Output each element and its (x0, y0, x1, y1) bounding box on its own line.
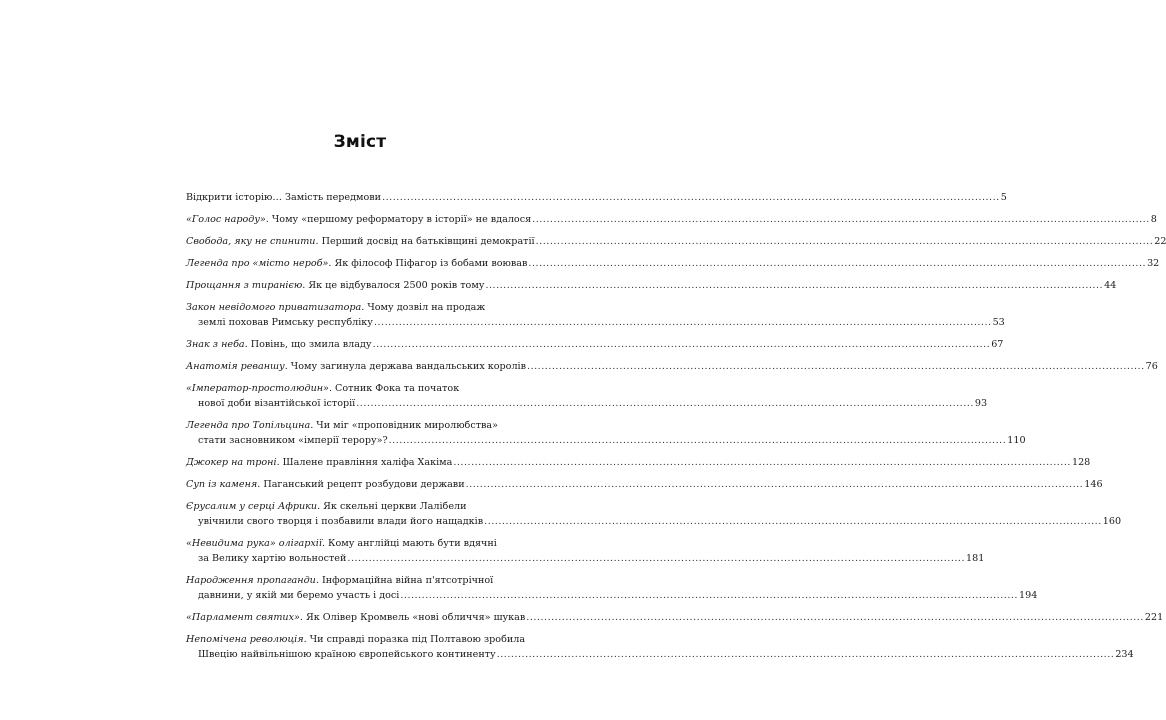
toc-line-continuation (186, 551, 985, 566)
toc-leader-dots (528, 256, 1146, 271)
toc-entry (186, 337, 1004, 352)
toc-leader-dots (374, 315, 992, 330)
toc-page-number: 194 (1018, 590, 1038, 601)
toc-entry-title (186, 212, 531, 227)
toc-leader-dots (382, 190, 1000, 205)
toc-entry (186, 278, 1117, 293)
toc-line-continuation (186, 588, 1038, 603)
toc-entry-title-continuation: за Велику хартію вольностей (198, 553, 347, 564)
toc-entry-title-rest: . Шалене правління халіфа Хакіма (276, 457, 453, 468)
toc-leader-dots (485, 278, 1103, 293)
toc-entry-title-italic: Знак з неба (186, 339, 245, 350)
toc-line (186, 278, 1117, 293)
toc-line (186, 359, 1158, 374)
toc-entry-title (186, 499, 467, 514)
toc-line (186, 300, 540, 315)
toc-page-number: 181 (966, 553, 985, 564)
toc-line-continuation (186, 396, 988, 411)
toc-entry-title-italic: Свобода, яку не спинити (186, 236, 316, 247)
toc-page-number: 128 (1071, 457, 1091, 468)
toc-entry (186, 300, 1005, 330)
toc-entry-title-italic: Суп із каменя (186, 479, 258, 490)
toc-leader-dots (453, 455, 1071, 470)
toc-entry-title-italic: Непомічена революція (186, 634, 304, 645)
toc-entry-title (186, 278, 484, 293)
toc-entry-title (186, 300, 485, 315)
toc-leader-dots (400, 588, 1018, 603)
toc-entry-title-italic: Єрусалим у серці Африки (186, 501, 318, 512)
toc-entry-title-italic: «Голос народу» (186, 214, 266, 225)
toc-entry (186, 234, 1166, 249)
toc-leader-dots (389, 433, 1007, 448)
toc-leader-dots (497, 647, 1115, 662)
toc-page-number: 32 (1147, 258, 1160, 269)
toc-page-number: 110 (1007, 435, 1026, 446)
toc-page-number: 221 (1144, 612, 1164, 623)
toc-entry (186, 573, 1038, 603)
toc-entry-title (186, 256, 527, 271)
toc-entry-title-continuation: землі поховав Римську республіку (198, 317, 373, 328)
toc-line (186, 573, 540, 588)
toc-line (186, 212, 1157, 227)
toc-entry-title-rest: . Чи міг «проповідник миролюбства» (310, 420, 498, 431)
toc-entry-title (186, 381, 459, 396)
toc-page-number: 53 (992, 317, 1005, 328)
toc-line (186, 337, 1004, 352)
toc-entry-title-italic: Джокер на троні (186, 457, 277, 468)
toc-entry-title-continuation: увічнили свого творця і позбавили влади його нащадків (198, 516, 484, 527)
toc-entry (186, 212, 1157, 227)
toc-entry-title-continuation: давнини, у якій ми беремо участь і досі (198, 590, 400, 601)
toc-entry-title-rest: . Як скельні церкви Лалібели (317, 501, 467, 512)
toc-line (186, 499, 540, 514)
toc-entry-title-italic: Народження пропаганди (186, 575, 316, 586)
toc-page-number: 76 (1145, 361, 1158, 372)
toc-leader-dots (373, 337, 991, 352)
toc-entry-title-italic: «Парламент святих» (186, 612, 300, 623)
toc-entry-title (186, 536, 497, 551)
toc-entry-title-italic: Легенда про Топільцина (186, 420, 311, 431)
toc-line (186, 455, 1091, 470)
toc-entry-title (186, 190, 381, 205)
toc-entry-title-rest: . Як Олівер Кромвель «нові обличчя» шукав (299, 612, 526, 623)
toc-entry (186, 381, 988, 411)
toc-entry-title-continuation: нової доби візантійської історії (198, 398, 356, 409)
toc-entry-title-italic: Прощання з тиранією (186, 280, 303, 291)
toc-line (186, 190, 1007, 205)
toc-entry-title-continuation: стати засновником «імперії терору»? (198, 435, 388, 446)
toc-entry-title (186, 610, 525, 625)
toc-leader-dots (356, 396, 974, 411)
toc-entry-title-rest: . Чому загинула держава вандальських королів (284, 361, 527, 372)
toc-leader-dots (536, 234, 1154, 249)
toc-entry (186, 256, 1160, 271)
toc-page-number: 160 (1102, 516, 1122, 527)
toc-line (186, 632, 540, 647)
toc-entry-title-rest: . Кому англійці мають бути вдячні (321, 538, 497, 549)
toc-entry-title-rest: . Сотник Фока та початок (328, 383, 460, 394)
table-of-contents (186, 190, 1166, 669)
toc-line (186, 381, 540, 396)
toc-line (186, 536, 540, 551)
toc-entry-title (186, 573, 493, 588)
toc-line-continuation (186, 514, 1122, 529)
toc-entry (186, 499, 1122, 529)
toc-leader-dots (527, 359, 1145, 374)
toc-line (186, 477, 1103, 492)
toc-leader-dots (484, 514, 1102, 529)
toc-entry (186, 632, 1134, 662)
toc-entry-title-italic: Закон невідомого приватизатора (186, 302, 362, 313)
toc-entry-title (186, 477, 465, 492)
toc-entry (186, 455, 1091, 470)
toc-line (186, 418, 540, 433)
toc-entry-title-continuation: Швецію найвільнішою країною європейського континенту (198, 649, 496, 660)
toc-entry (186, 536, 985, 566)
toc-page-number: 44 (1104, 280, 1117, 291)
toc-leader-dots (466, 477, 1084, 492)
toc-leader-dots (347, 551, 965, 566)
toc-entry-title (186, 418, 498, 433)
toc-page-number: 5 (1000, 192, 1007, 203)
page-title: Зміст (333, 132, 387, 152)
toc-entry-title-rest: . Чому «першому реформатору в історії» не вдалося (265, 214, 532, 225)
toc-entry-title-rest: . Паганський рецепт розбудови держави (257, 479, 465, 490)
toc-page-number: 146 (1084, 479, 1103, 490)
toc-entry (186, 477, 1103, 492)
toc-entry-title (186, 337, 372, 352)
toc-entry-title-rest: . Чи справді поразка під Полтавою зробила (303, 634, 526, 645)
toc-page-number: 22 (1154, 236, 1166, 247)
toc-line (186, 610, 1164, 625)
toc-entry-title-rest: . Повінь, що змила владу (244, 339, 372, 350)
toc-entry-title-rest: . Інформаційна війна п'ятсотрічної (315, 575, 494, 586)
toc-entry (186, 610, 1164, 625)
toc-entry-title (186, 234, 535, 249)
toc-page-number: 8 (1150, 214, 1157, 225)
toc-page-number: 93 (974, 398, 988, 409)
toc-entry-title (186, 632, 525, 647)
toc-entry-title-rest: . Перший досвід на батьківщині демократії (315, 236, 535, 247)
toc-line-continuation (186, 647, 1134, 662)
toc-page-number: 67 (991, 339, 1004, 350)
toc-line (186, 234, 1166, 249)
toc-entry (186, 418, 1026, 448)
toc-entry-title-italic: Анатомія реваншу (186, 361, 285, 372)
toc-entry-title-rest: . Як філософ Піфагор із бобами воював (328, 258, 528, 269)
toc-entry-title-rest: . Як це відбувалося 2500 років тому (302, 280, 485, 291)
toc-entry-title (186, 455, 452, 470)
toc-line-continuation (186, 315, 1005, 330)
toc-page-number: 234 (1115, 649, 1134, 660)
toc-leader-dots (532, 212, 1150, 227)
toc-line-continuation (186, 433, 1026, 448)
toc-entry-title-italic: «Невидима рука» олігархії (186, 538, 322, 549)
toc-entry-title-italic: Легенда про «місто нероб» (186, 258, 329, 269)
toc-entry (186, 190, 1007, 205)
toc-entry-title (186, 359, 526, 374)
toc-line (186, 256, 1160, 271)
toc-leader-dots (526, 610, 1144, 625)
toc-entry (186, 359, 1158, 374)
toc-entry-title-rest: . Чому дозвіл на продаж (361, 302, 486, 313)
toc-entry-title-rest: Відкрити історію… Замість передмови (186, 192, 382, 203)
toc-entry-title-italic: «Імператор-простолюдин» (186, 383, 329, 394)
